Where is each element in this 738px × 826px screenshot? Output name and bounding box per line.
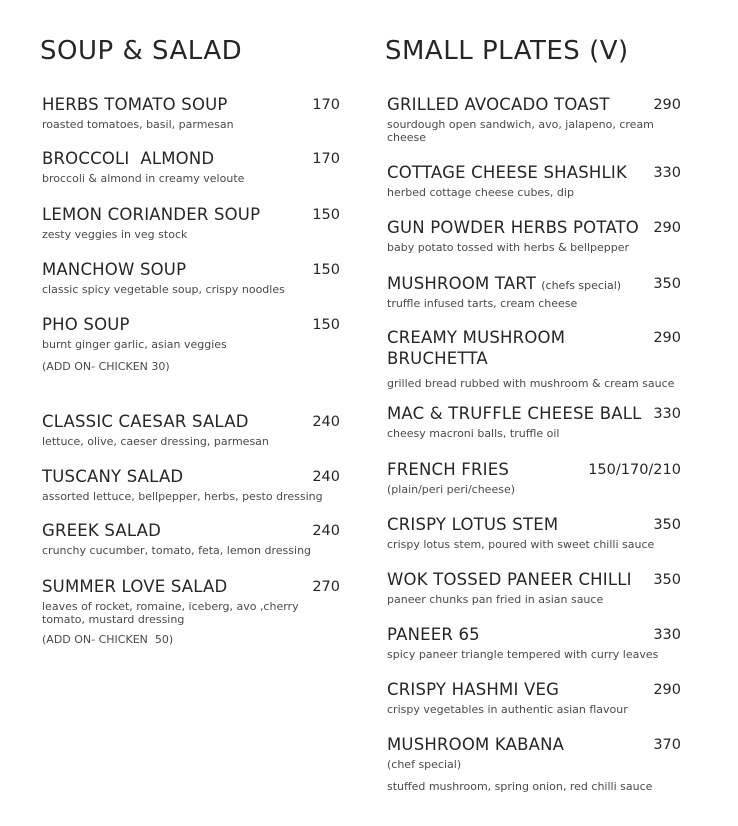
- item-name: PANEER 65: [387, 625, 480, 644]
- menu-item: [387, 459, 681, 496]
- menu-item: [387, 403, 681, 440]
- item-price: 330: [653, 165, 681, 181]
- item-price: 270: [312, 579, 340, 595]
- chefs-special-note: (chefs special): [541, 279, 622, 292]
- item-description: herbed cottage cheese cubes, dip: [387, 186, 574, 199]
- menu-item: [387, 217, 681, 254]
- item-price: 290: [653, 682, 681, 698]
- item-note: (chef special): [387, 758, 462, 771]
- menu-item: [42, 411, 340, 448]
- menu-item: [387, 734, 681, 793]
- menu-item: [42, 576, 340, 646]
- item-name: GREEK SALAD: [42, 521, 161, 540]
- menu-item: [42, 314, 340, 373]
- menu-item: [387, 327, 681, 390]
- item-name: WOK TOSSED PANEER CHILLI: [387, 570, 632, 589]
- item-description: spicy paneer triangle tempered with curry leaves: [387, 648, 659, 661]
- menu-item: [42, 148, 340, 185]
- item-price: 290: [653, 330, 681, 346]
- item-description: assorted lettuce, bellpepper, herbs, pesto dressing: [42, 490, 323, 503]
- menu-item: [42, 94, 340, 131]
- item-description: zesty veggies in veg stock: [42, 228, 188, 241]
- item-name: BROCCOLI ALMOND: [42, 149, 215, 168]
- item-description: (plain/peri peri/cheese): [387, 483, 516, 496]
- item-price: 150: [312, 317, 340, 333]
- menu-item: [387, 94, 681, 144]
- item-price: 240: [312, 469, 340, 485]
- item-price: 240: [312, 414, 340, 430]
- item-description: burnt ginger garlic, asian veggies: [42, 338, 227, 351]
- item-name: LEMON CORIANDER SOUP: [42, 205, 261, 224]
- item-description: stuffed mushroom, spring onion, red chilli sauce: [387, 780, 653, 793]
- item-price: 170: [312, 151, 340, 167]
- item-name: MUSHROOM KABANA: [387, 735, 565, 754]
- item-description: crispy lotus stem, poured with sweet chilli sauce: [387, 538, 655, 551]
- item-description: truffle infused tarts, cream cheese: [387, 297, 578, 310]
- section-title-soup-salad: SOUP & SALAD: [40, 36, 243, 66]
- menu-item: [387, 679, 681, 716]
- item-description: lettuce, olive, caeser dressing, parmesan: [42, 435, 269, 448]
- item-description: baby potato tossed with herbs & bellpepper: [387, 241, 630, 254]
- item-description: leaves of rocket, romaine, iceberg, avo ,cherry tomato, mustard dressing: [42, 600, 299, 626]
- item-price: 170: [312, 97, 340, 113]
- item-price: 290: [653, 97, 681, 113]
- item-name: MAC & TRUFFLE CHEESE BALL: [387, 404, 642, 423]
- item-name: PHO SOUP: [42, 315, 130, 334]
- item-add-on: (ADD ON- CHICKEN 50): [42, 633, 174, 646]
- item-description: paneer chunks pan fried in asian sauce: [387, 593, 604, 606]
- menu-item: [42, 204, 340, 241]
- menu-item: [42, 259, 340, 296]
- item-name: GUN POWDER HERBS POTATO: [387, 218, 639, 237]
- item-name: CLASSIC CAESAR SALAD: [42, 412, 249, 431]
- item-name: CRISPY HASHMI VEG: [387, 680, 560, 699]
- item-price: 350: [653, 276, 681, 292]
- item-name: HERBS TOMATO SOUP: [42, 95, 228, 114]
- item-price: 350: [653, 517, 681, 533]
- item-price: 150: [312, 207, 340, 223]
- item-description: grilled bread rubbed with mushroom & cream sauce: [387, 377, 675, 390]
- item-name: TUSCANY SALAD: [42, 467, 184, 486]
- item-name: GRILLED AVOCADO TOAST: [387, 95, 610, 114]
- menu-item: [387, 624, 681, 661]
- item-price: 240: [312, 523, 340, 539]
- item-add-on: (ADD ON- CHICKEN 30): [42, 360, 170, 373]
- menu-item: [387, 162, 681, 199]
- menu-item: [387, 569, 681, 606]
- item-price: 330: [653, 627, 681, 643]
- item-description: sourdough open sandwich, avo, jalapeno, cream cheese: [387, 118, 654, 144]
- item-price: 150/170/210: [588, 462, 681, 478]
- item-price: 350: [653, 572, 681, 588]
- item-description: crunchy cucumber, tomato, feta, lemon dressing: [42, 544, 312, 557]
- item-price: 370: [653, 737, 681, 753]
- item-price: 150: [312, 262, 340, 278]
- item-name: CREAMY MUSHROOM BRUCHETTA: [387, 328, 566, 368]
- item-description: broccoli & almond in creamy veloute: [42, 172, 245, 185]
- section-title-small-plates: SMALL PLATES (V): [385, 36, 629, 66]
- item-description: classic spicy vegetable soup, crispy noodles: [42, 283, 285, 296]
- item-name: MUSHROOM TART: [387, 274, 537, 293]
- item-description: crispy vegetables in authentic asian flavour: [387, 703, 628, 716]
- item-name: FRENCH FRIES: [387, 460, 510, 479]
- item-name: SUMMER LOVE SALAD: [42, 577, 228, 596]
- menu-item: [42, 520, 340, 557]
- menu-item: [387, 514, 681, 551]
- item-name: MANCHOW SOUP: [42, 260, 187, 279]
- item-description: cheesy macroni balls, truffle oil: [387, 427, 560, 440]
- item-name: CRISPY LOTUS STEM: [387, 515, 559, 534]
- item-price: 330: [653, 406, 681, 422]
- item-name: COTTAGE CHEESE SHASHLIK: [387, 163, 627, 182]
- menu-item: [387, 273, 681, 310]
- menu-item: [42, 466, 340, 503]
- item-description: roasted tomatoes, basil, parmesan: [42, 118, 234, 131]
- item-price: 290: [653, 220, 681, 236]
